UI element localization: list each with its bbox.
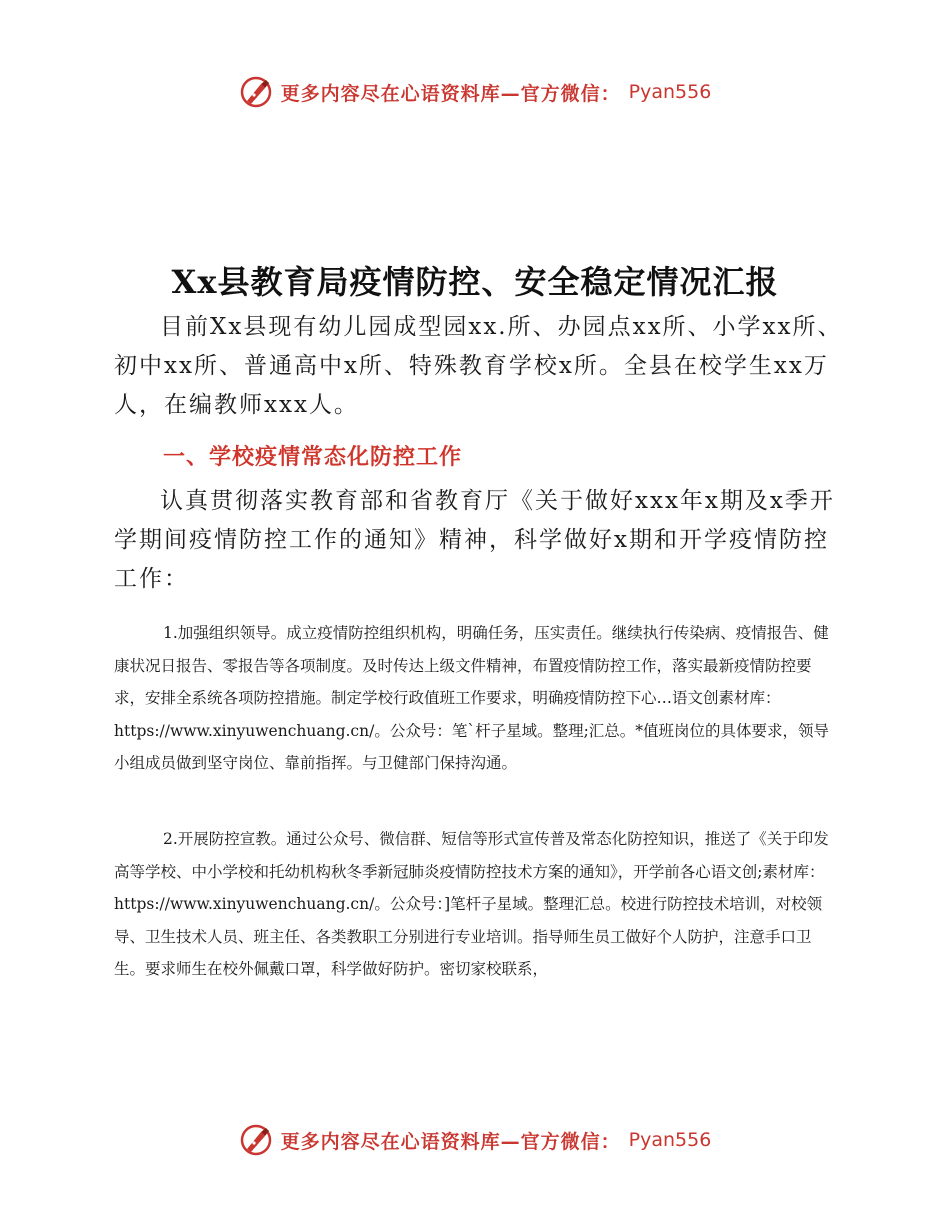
pen-nib-logo-icon bbox=[239, 75, 273, 109]
document-title: Xx县教育局疫情防控、安全稳定情况汇报 bbox=[171, 263, 779, 302]
item-paragraph-1: 1.加强组织领导。成立疫情防控组织机构，明确任务，压实责任。继续执行传染病、疫情报告、健康状况日报告、零报告等各项制度。及时传达上级文件精神，布置疫情防控工作，落实最新疫情防控要求，安排全系统各项防控措施。制定学校行政值班工作要求，明确疫情防控下心…语文创素材库：https://www.xinyuwenchuang.cn/。公众号：笔`杆子星域。整理;汇总。*值班岗位的具体要求，领导小组成员做到坚守岗位、靠前指挥。与卫健部门保持沟通。 bbox=[114, 624, 830, 772]
footer-watermark-banner bbox=[0, 1120, 950, 1160]
banner-wechat-id: Pyan556 bbox=[628, 1129, 712, 1151]
intro-paragraph: 目前Xx县现有幼儿园成型园xx.所、办园点xx所、小学xx所、初中xx所、普通高中x所、特殊教育学校x所。全县在校学生xx万人，在编教师xxx人。 bbox=[114, 314, 843, 418]
pen-nib-logo-icon bbox=[239, 1123, 273, 1157]
header-watermark-banner bbox=[0, 72, 950, 112]
banner-wechat-id: Pyan556 bbox=[628, 81, 712, 103]
banner-text: 更多内容尽在心语资料库—官方微信： bbox=[280, 82, 621, 105]
section-intro-paragraph: 认真贯彻落实教育部和省教育厅《关于做好xxx年x期及x季开学期间疫情防控工作的通知》精神，科学做好x期和开学疫情防控工作： bbox=[114, 488, 835, 592]
section-heading: 一、学校疫情常态化防控工作 bbox=[163, 445, 463, 470]
item-paragraph-2: 2.开展防控宣教。通过公众号、微信群、短信等形式宣传普及常态化防控知识，推送了《关于印发高等学校、中小学校和托幼机构秋冬季新冠肺炎疫情防控技术方案的通知》，开学前各心语文创;素材库：https://www.xinyuwenchuang.cn/。公众号：]笔杆子星域。整理汇总。校进行防控技术培训，对校领导、卫生技术人员、班主任、各类教职工分别进行专业培训。指导师生员工做好个人防护，注意手口卫生。要求师生在校外佩戴口罩，科学做好防护。密切家校联系， bbox=[114, 830, 829, 978]
banner-text: 更多内容尽在心语资料库—官方微信： bbox=[280, 1130, 621, 1153]
